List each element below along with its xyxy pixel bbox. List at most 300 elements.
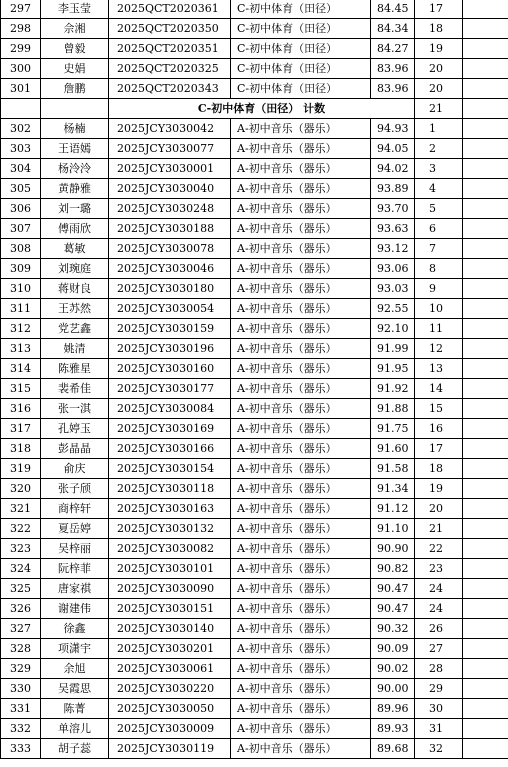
rank: 19: [415, 39, 463, 59]
row-number: 310: [1, 279, 41, 299]
blank-cell: [463, 219, 508, 239]
table-row: [1, 79, 508, 99]
table-row: [1, 379, 508, 399]
row-number: 299: [1, 39, 41, 59]
row-number: 298: [1, 19, 41, 39]
candidate-name: 胡子蕊: [41, 739, 109, 759]
candidate-name: 单溶儿: [41, 719, 109, 739]
blank-cell: [463, 499, 508, 519]
row-number: 321: [1, 499, 41, 519]
blank-cell: [463, 699, 508, 719]
candidate-id: 2025JCY3030188: [109, 219, 231, 239]
exam-category: A-初中音乐（器乐）: [231, 439, 371, 459]
exam-category: A-初中音乐（器乐）: [231, 739, 371, 759]
candidate-name: 佘湘: [41, 19, 109, 39]
candidate-id: 2025JCY3030132: [109, 519, 231, 539]
blank-cell: [463, 139, 508, 159]
row-number: 312: [1, 319, 41, 339]
score: 90.02: [371, 659, 415, 679]
score: 93.70: [371, 199, 415, 219]
exam-category: A-初中音乐（器乐）: [231, 359, 371, 379]
row-number: 304: [1, 159, 41, 179]
rank: 3: [415, 159, 463, 179]
blank-cell: [463, 619, 508, 639]
blank-cell: [463, 179, 508, 199]
table-row: [1, 679, 508, 699]
exam-category: A-初中音乐（器乐）: [231, 719, 371, 739]
table-row: [1, 19, 508, 39]
rank: 15: [415, 399, 463, 419]
table-row: [1, 699, 508, 719]
score: 91.12: [371, 499, 415, 519]
candidate-id: 2025JCY3030090: [109, 579, 231, 599]
table-row: [1, 359, 508, 379]
row-number: 309: [1, 259, 41, 279]
rank: 23: [415, 559, 463, 579]
score: 84.34: [371, 19, 415, 39]
exam-category: A-初中音乐（器乐）: [231, 379, 371, 399]
candidate-name: 王语嫣: [41, 139, 109, 159]
table-row: [1, 119, 508, 139]
exam-category: A-初中音乐（器乐）: [231, 399, 371, 419]
rank: 29: [415, 679, 463, 699]
row-number: 303: [1, 139, 41, 159]
table-row: [1, 199, 508, 219]
score: 91.75: [371, 419, 415, 439]
blank-cell: [463, 299, 508, 319]
exam-category: A-初中音乐（器乐）: [231, 319, 371, 339]
subtotal-count: 21: [415, 99, 463, 119]
candidate-name: 葛敏: [41, 239, 109, 259]
row-number: 332: [1, 719, 41, 739]
blank-cell: [463, 559, 508, 579]
candidate-id: 2025JCY3030159: [109, 319, 231, 339]
table-row: [1, 579, 508, 599]
row-number: 327: [1, 619, 41, 639]
table-row: [1, 319, 508, 339]
score: 93.89: [371, 179, 415, 199]
candidate-name: 党艺鑫: [41, 319, 109, 339]
score: 90.32: [371, 619, 415, 639]
candidate-name: 张子颀: [41, 479, 109, 499]
exam-category: A-初中音乐（器乐）: [231, 259, 371, 279]
table-row: [1, 459, 508, 479]
exam-category: C-初中体育（田径）: [231, 19, 371, 39]
exam-category: A-初中音乐（器乐）: [231, 579, 371, 599]
table-row: [1, 539, 508, 559]
candidate-id: 2025JCY3030220: [109, 679, 231, 699]
rank: 18: [415, 19, 463, 39]
blank-cell: [463, 679, 508, 699]
candidate-id: 2025JCY3030084: [109, 399, 231, 419]
candidate-name: 刘一璐: [41, 199, 109, 219]
candidate-name: 陈菁: [41, 699, 109, 719]
rank: 32: [415, 739, 463, 759]
candidate-name: 詹鹏: [41, 79, 109, 99]
blank-cell: [463, 339, 508, 359]
score: 84.27: [371, 39, 415, 59]
table-row: [1, 519, 508, 539]
table-row: [1, 299, 508, 319]
table-row: [1, 719, 508, 739]
score: 89.93: [371, 719, 415, 739]
candidate-id: 2025JCY3030169: [109, 419, 231, 439]
candidate-name: 张一淇: [41, 399, 109, 419]
candidate-name: 谢建伟: [41, 599, 109, 619]
rank: 4: [415, 179, 463, 199]
candidate-id: 2025JCY3030140: [109, 619, 231, 639]
rank: 19: [415, 479, 463, 499]
table-row: [1, 599, 508, 619]
table-row: [1, 139, 508, 159]
exam-category: A-初中音乐（器乐）: [231, 659, 371, 679]
candidate-name: 唐家祺: [41, 579, 109, 599]
row-number: 315: [1, 379, 41, 399]
score: 91.58: [371, 459, 415, 479]
exam-category: A-初中音乐（器乐）: [231, 179, 371, 199]
blank-cell: [463, 119, 508, 139]
subtotal-blank-cell: [1, 99, 41, 119]
table-row: [1, 419, 508, 439]
rank: 20: [415, 59, 463, 79]
candidate-id: 2025QCT2020343: [109, 79, 231, 99]
score: 90.82: [371, 559, 415, 579]
blank-cell: [463, 599, 508, 619]
blank-cell: [463, 479, 508, 499]
candidate-id: 2025JCY3030077: [109, 139, 231, 159]
blank-cell: [463, 719, 508, 739]
candidate-id: 2025JCY3030248: [109, 199, 231, 219]
table-row: [1, 179, 508, 199]
score: 83.96: [371, 59, 415, 79]
blank-cell: [463, 739, 508, 759]
row-number: 333: [1, 739, 41, 759]
row-number: 306: [1, 199, 41, 219]
blank-cell: [463, 159, 508, 179]
candidate-id: 2025JCY3030009: [109, 719, 231, 739]
candidate-id: 2025JCY3030040: [109, 179, 231, 199]
row-number: 316: [1, 399, 41, 419]
candidate-id: 2025QCT2020325: [109, 59, 231, 79]
score: 92.55: [371, 299, 415, 319]
score: 83.96: [371, 79, 415, 99]
candidate-name: 裴希佳: [41, 379, 109, 399]
rank: 1: [415, 119, 463, 139]
candidate-id: 2025JCY3030201: [109, 639, 231, 659]
score: 90.00: [371, 679, 415, 699]
candidate-name: 刘琬庭: [41, 259, 109, 279]
candidate-name: 孔婷玉: [41, 419, 109, 439]
candidate-id: 2025QCT2020361: [109, 0, 231, 19]
blank-cell: [463, 379, 508, 399]
rank: 11: [415, 319, 463, 339]
row-number: 300: [1, 59, 41, 79]
candidate-id: 2025JCY3030163: [109, 499, 231, 519]
row-number: 318: [1, 439, 41, 459]
candidate-id: 2025JCY3030119: [109, 739, 231, 759]
candidate-name: 彭晶晶: [41, 439, 109, 459]
row-number: 324: [1, 559, 41, 579]
table-row: [1, 159, 508, 179]
score: 84.45: [371, 0, 415, 19]
exam-category: A-初中音乐（器乐）: [231, 519, 371, 539]
blank-cell: [463, 459, 508, 479]
row-number: 305: [1, 179, 41, 199]
row-number: 297: [1, 0, 41, 19]
blank-cell: [463, 239, 508, 259]
blank-cell: [463, 419, 508, 439]
rank: 10: [415, 299, 463, 319]
blank-cell: [463, 439, 508, 459]
row-number: 311: [1, 299, 41, 319]
exam-category: A-初中音乐（器乐）: [231, 279, 371, 299]
candidate-name: 李玉莹: [41, 0, 109, 19]
candidate-name: 项潇宇: [41, 639, 109, 659]
row-number: 314: [1, 359, 41, 379]
candidate-name: 夏岳婷: [41, 519, 109, 539]
blank-cell: [463, 99, 508, 119]
score: 91.60: [371, 439, 415, 459]
candidate-id: 2025JCY3030154: [109, 459, 231, 479]
candidate-name: 杨楠: [41, 119, 109, 139]
exam-category: A-初中音乐（器乐）: [231, 119, 371, 139]
table-row: [1, 279, 508, 299]
candidate-id: 2025JCY3030196: [109, 339, 231, 359]
candidate-id: 2025JCY3030078: [109, 239, 231, 259]
exam-category: A-初中音乐（器乐）: [231, 699, 371, 719]
rank: 24: [415, 599, 463, 619]
rank: 9: [415, 279, 463, 299]
blank-cell: [463, 279, 508, 299]
exam-category: A-初中音乐（器乐）: [231, 479, 371, 499]
blank-cell: [463, 519, 508, 539]
blank-cell: [463, 359, 508, 379]
exam-category: A-初中音乐（器乐）: [231, 599, 371, 619]
rank: 14: [415, 379, 463, 399]
rank: 24: [415, 579, 463, 599]
score: 91.88: [371, 399, 415, 419]
candidate-id: 2025JCY3030166: [109, 439, 231, 459]
exam-category: A-初中音乐（器乐）: [231, 459, 371, 479]
subtotal-label: C-初中体育（田径） 计数: [109, 99, 415, 119]
row-number: 329: [1, 659, 41, 679]
table-row: [1, 739, 508, 759]
exam-category: A-初中音乐（器乐）: [231, 419, 371, 439]
candidate-name: 史娟: [41, 59, 109, 79]
candidate-id: 2025JCY3030180: [109, 279, 231, 299]
table-row: [1, 499, 508, 519]
score: 90.47: [371, 599, 415, 619]
candidate-name: 阮梓菲: [41, 559, 109, 579]
rank: 17: [415, 0, 463, 19]
exam-category: A-初中音乐（器乐）: [231, 559, 371, 579]
blank-cell: [463, 659, 508, 679]
candidate-name: 俞庆: [41, 459, 109, 479]
row-number: 313: [1, 339, 41, 359]
exam-category: A-初中音乐（器乐）: [231, 499, 371, 519]
row-number: 325: [1, 579, 41, 599]
blank-cell: [463, 639, 508, 659]
table-row: [1, 439, 508, 459]
candidate-id: 2025JCY3030046: [109, 259, 231, 279]
rank: 31: [415, 719, 463, 739]
rank: 30: [415, 699, 463, 719]
table-row: [1, 619, 508, 639]
rank: 27: [415, 639, 463, 659]
row-number: 320: [1, 479, 41, 499]
subtotal-row: [1, 99, 508, 119]
candidate-id: 2025QCT2020350: [109, 19, 231, 39]
candidate-id: 2025JCY3030050: [109, 699, 231, 719]
blank-cell: [463, 39, 508, 59]
candidate-name: 徐鑫: [41, 619, 109, 639]
candidate-name: 姚清: [41, 339, 109, 359]
score: 90.90: [371, 539, 415, 559]
score: 89.68: [371, 739, 415, 759]
candidate-id: 2025JCY3030061: [109, 659, 231, 679]
row-number: 307: [1, 219, 41, 239]
exam-category: C-初中体育（田径）: [231, 0, 371, 19]
rank: 17: [415, 439, 463, 459]
score: 90.09: [371, 639, 415, 659]
row-number: 326: [1, 599, 41, 619]
score: 94.02: [371, 159, 415, 179]
rank: 6: [415, 219, 463, 239]
table-row: [1, 639, 508, 659]
score: 91.10: [371, 519, 415, 539]
table-row: [1, 239, 508, 259]
rank: 2: [415, 139, 463, 159]
row-number: 319: [1, 459, 41, 479]
blank-cell: [463, 399, 508, 419]
score: 93.63: [371, 219, 415, 239]
rank: 28: [415, 659, 463, 679]
exam-category: A-初中音乐（器乐）: [231, 639, 371, 659]
table-row: [1, 59, 508, 79]
rank: 5: [415, 199, 463, 219]
candidate-name: 蒋财良: [41, 279, 109, 299]
candidate-name: 余旭: [41, 659, 109, 679]
table-row: [1, 39, 508, 59]
rank: 12: [415, 339, 463, 359]
row-number: 302: [1, 119, 41, 139]
blank-cell: [463, 579, 508, 599]
blank-cell: [463, 0, 508, 19]
table-row: [1, 339, 508, 359]
blank-cell: [463, 259, 508, 279]
candidate-id: 2025JCY3030118: [109, 479, 231, 499]
row-number: 331: [1, 699, 41, 719]
row-number: 308: [1, 239, 41, 259]
score: 89.96: [371, 699, 415, 719]
results-table-body: [1, 0, 508, 759]
row-number: 317: [1, 419, 41, 439]
exam-category: C-初中体育（田径）: [231, 59, 371, 79]
table-row: [1, 559, 508, 579]
candidate-name: 王苏然: [41, 299, 109, 319]
candidate-name: 陈雅星: [41, 359, 109, 379]
score: 93.12: [371, 239, 415, 259]
blank-cell: [463, 79, 508, 99]
table-row: [1, 399, 508, 419]
rank: 16: [415, 419, 463, 439]
row-number: 328: [1, 639, 41, 659]
score: 91.99: [371, 339, 415, 359]
candidate-name: 曾毅: [41, 39, 109, 59]
exam-category: A-初中音乐（器乐）: [231, 139, 371, 159]
score: 91.95: [371, 359, 415, 379]
row-number: 330: [1, 679, 41, 699]
rank: 20: [415, 499, 463, 519]
rank: 22: [415, 539, 463, 559]
exam-category: C-初中体育（田径）: [231, 79, 371, 99]
candidate-name: 傅雨欣: [41, 219, 109, 239]
candidate-name: 杨泠泠: [41, 159, 109, 179]
exam-category: A-初中音乐（器乐）: [231, 159, 371, 179]
exam-category: A-初中音乐（器乐）: [231, 679, 371, 699]
score: 94.05: [371, 139, 415, 159]
rank: 21: [415, 519, 463, 539]
exam-category: C-初中体育（田径）: [231, 39, 371, 59]
candidate-id: 2025QCT2020351: [109, 39, 231, 59]
table-row: [1, 479, 508, 499]
candidate-name: 商梓轩: [41, 499, 109, 519]
rank: 20: [415, 79, 463, 99]
candidate-name: 黄静雅: [41, 179, 109, 199]
exam-category: A-初中音乐（器乐）: [231, 539, 371, 559]
rank: 13: [415, 359, 463, 379]
score: 91.92: [371, 379, 415, 399]
exam-category: A-初中音乐（器乐）: [231, 199, 371, 219]
score: 91.34: [371, 479, 415, 499]
exam-category: A-初中音乐（器乐）: [231, 299, 371, 319]
score: 93.03: [371, 279, 415, 299]
exam-category: A-初中音乐（器乐）: [231, 219, 371, 239]
blank-cell: [463, 319, 508, 339]
table-row: [1, 259, 508, 279]
row-number: 322: [1, 519, 41, 539]
table-row: [1, 659, 508, 679]
candidate-id: 2025JCY3030082: [109, 539, 231, 559]
subtotal-blank-cell: [41, 99, 109, 119]
score: 90.47: [371, 579, 415, 599]
candidate-id: 2025JCY3030042: [109, 119, 231, 139]
rank: 18: [415, 459, 463, 479]
blank-cell: [463, 59, 508, 79]
candidate-id: 2025JCY3030001: [109, 159, 231, 179]
blank-cell: [463, 19, 508, 39]
candidate-id: 2025JCY3030054: [109, 299, 231, 319]
score: 93.06: [371, 259, 415, 279]
candidate-id: 2025JCY3030160: [109, 359, 231, 379]
rank: 7: [415, 239, 463, 259]
row-number: 301: [1, 79, 41, 99]
candidate-id: 2025JCY3030151: [109, 599, 231, 619]
candidate-name: 吴霞思: [41, 679, 109, 699]
blank-cell: [463, 539, 508, 559]
row-number: 323: [1, 539, 41, 559]
table-row: [1, 219, 508, 239]
exam-category: A-初中音乐（器乐）: [231, 339, 371, 359]
candidate-id: 2025JCY3030101: [109, 559, 231, 579]
table-row: [1, 0, 508, 19]
score: 92.10: [371, 319, 415, 339]
exam-category: A-初中音乐（器乐）: [231, 619, 371, 639]
candidate-id: 2025JCY3030177: [109, 379, 231, 399]
score: 94.93: [371, 119, 415, 139]
rank: 8: [415, 259, 463, 279]
candidate-name: 吴梓丽: [41, 539, 109, 559]
